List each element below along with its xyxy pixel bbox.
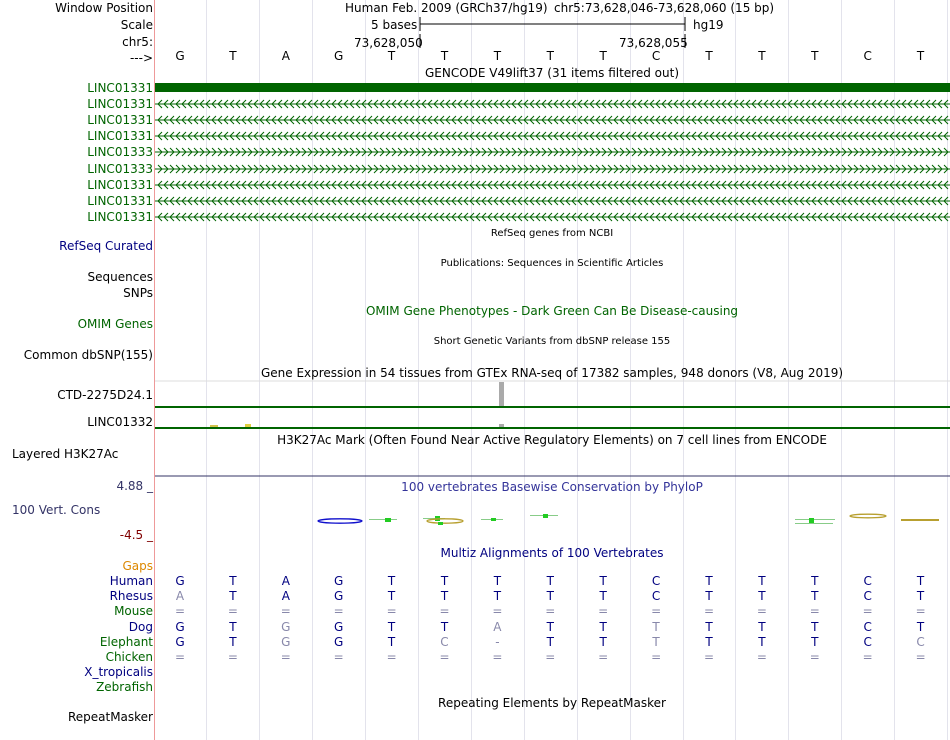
alignment-base: T [916, 574, 925, 588]
alignment-base: - [495, 634, 500, 649]
alignment-base: T [599, 589, 607, 604]
alignment-base: C [916, 634, 925, 649]
alignment-base: = [280, 650, 291, 664]
alignment-base: = [809, 650, 820, 664]
sequence-base: T [493, 49, 502, 63]
species-label[interactable]: Human [109, 574, 153, 588]
alignment-base: T [440, 589, 449, 604]
gencode-item-label[interactable]: LINC01333 [87, 161, 153, 176]
alignment-base: T [599, 634, 607, 649]
alignment-base: = [227, 604, 238, 619]
alignment-base: = [651, 604, 662, 619]
alignment-base: C [863, 574, 872, 588]
publications-track-label[interactable]: Sequences [87, 270, 153, 284]
gencode-item-label[interactable]: LINC01331 [87, 129, 153, 144]
snps-track-label[interactable]: SNPs [123, 286, 153, 300]
sequence-base: C [651, 49, 661, 63]
alignment-base: = [809, 604, 820, 619]
alignment-base: T [493, 589, 502, 604]
alignment-base: G [281, 619, 291, 634]
alignment-base: T [229, 589, 237, 604]
track-label-column [0, 0, 155, 740]
gencode-item-label[interactable]: LINC01331 [87, 81, 153, 95]
species-label[interactable]: X_tropicalis [84, 665, 153, 680]
species-label[interactable]: Dog [128, 619, 153, 634]
alignment-base: T [758, 589, 766, 604]
multiz-title: Multiz Alignments of 100 Vertebrates [440, 546, 664, 560]
alignment-base: T [546, 619, 554, 634]
cons-min-label: -4.5 _ [119, 528, 153, 542]
alignment-base: C [440, 634, 449, 649]
sequence-base: T [705, 49, 713, 63]
alignment-base: = [333, 650, 344, 664]
chrom-label: chr5: [122, 35, 153, 49]
alignment-base: = [174, 604, 186, 619]
species-label[interactable]: Rhesus [109, 589, 153, 604]
assembly-text: Human Feb. 2009 (GRCh37/hg19) [345, 1, 548, 15]
alignment-base: = [333, 604, 344, 619]
alignment-base: G [175, 574, 185, 588]
alignment-base: T [758, 619, 766, 634]
sequence-base: A [281, 49, 290, 63]
alignment-base: T [916, 619, 925, 634]
alignment-base: = [651, 650, 662, 664]
sequence-base: T [599, 49, 607, 63]
alignment-base: A [281, 589, 290, 604]
cons-track-label[interactable]: 100 Vert. Cons [12, 503, 101, 517]
sequence-base: T [811, 49, 819, 63]
alignment-base: T [811, 619, 819, 634]
alignment-base: T [599, 619, 607, 634]
alignment-base: G [175, 634, 185, 649]
alignment-base: = [386, 604, 397, 619]
alignment-base: G [334, 634, 344, 649]
gencode-item-label[interactable]: LINC01333 [87, 145, 153, 160]
alignment-base: = [703, 650, 715, 664]
alignment-base: T [387, 619, 396, 634]
scale-text: 5 bases [371, 18, 418, 32]
alignment-base: T [599, 574, 607, 588]
cons-max-label: 4.88 _ [116, 479, 153, 493]
repeatmasker-track-label[interactable]: RepeatMasker [67, 710, 153, 724]
alignment-base: A [493, 619, 502, 634]
alignment-base: = [492, 650, 503, 664]
alignment-base: T [811, 574, 819, 588]
sequence-base: T [387, 49, 396, 63]
alignment-base: = [915, 604, 926, 619]
alignment-base: C [863, 619, 872, 634]
db-text: hg19 [693, 18, 724, 32]
gencode-item-label[interactable]: LINC01331 [87, 209, 153, 224]
gtex-label-2[interactable]: LINC01332 [87, 415, 153, 429]
gencode-item-label[interactable]: LINC01331 [87, 177, 153, 192]
species-label[interactable]: Elephant [99, 634, 153, 649]
alignment-base: T [229, 574, 237, 588]
alignment-base: T [705, 589, 713, 604]
alignment-base: = [862, 650, 873, 664]
species-label[interactable]: Mouse [114, 604, 153, 619]
alignment-base: = [703, 604, 715, 619]
gtex-title: Gene Expression in 54 tissues from GTEx RNA-seq of 17382 samples, 948 donors (V8, Aug 2019) [260, 366, 844, 380]
track-area[interactable] [155, 0, 950, 740]
alignment-base: = [280, 604, 291, 619]
sequence-base: T [758, 49, 766, 63]
alignment-base: = [545, 604, 556, 619]
alignment-base: = [598, 604, 609, 619]
sequence-base: C [863, 49, 872, 63]
alignment-base: = [227, 650, 238, 664]
alignment-base: C [651, 589, 661, 604]
alignment-base: = [492, 604, 503, 619]
alignment-base: T [440, 574, 449, 588]
scale-label: Scale [120, 18, 153, 32]
alignment-base: G [175, 619, 185, 634]
gtex-label-1[interactable]: CTD-2275D24.1 [57, 388, 153, 402]
gencode-item-label[interactable]: LINC01331 [87, 97, 153, 112]
alignment-base: T [546, 634, 554, 649]
h3k27ac-title: H3K27Ac Mark (Often Found Near Active Regulatory Elements) on 7 cell lines from ENCODE [277, 433, 827, 447]
species-label[interactable]: Chicken [105, 650, 153, 664]
alignment-base: = [386, 650, 397, 664]
position-text: chr5:73,628,046-73,628,060 (15 bp) [554, 1, 775, 15]
alignment-base: = [598, 650, 609, 664]
sequence-base: T [229, 49, 237, 63]
alignment-base: T [229, 634, 237, 649]
sequence-base: T [916, 49, 925, 63]
gencode-item-label[interactable]: LINC01331 [87, 113, 153, 128]
alignment-base: T [705, 634, 713, 649]
alignment-base: G [281, 634, 291, 649]
alignment-base: A [175, 589, 185, 604]
cons-title: 100 vertebrates Basewise Conservation by PhyloP [401, 480, 703, 494]
omim-track-label[interactable]: OMIM Genes [77, 317, 153, 331]
h3k27ac-track-label[interactable]: Layered H3K27Ac [12, 447, 119, 461]
alignment-base: = [915, 650, 926, 664]
alignment-base: T [387, 589, 396, 604]
repeatmasker-title: Repeating Elements by RepeatMasker [438, 696, 666, 710]
alignment-base: T [387, 574, 396, 588]
dbsnp-track-label[interactable]: Common dbSNP(155) [23, 348, 153, 362]
dbsnp-title: Short Genetic Variants from dbSNP release 155 [433, 336, 671, 347]
alignment-base: T [652, 634, 660, 649]
alignment-base: = [756, 604, 767, 619]
alignment-base: G [334, 589, 344, 604]
alignment-base: T [705, 619, 713, 634]
sequence-base: G [175, 49, 185, 63]
alignment-base: T [758, 634, 766, 649]
alignment-base: T [229, 619, 237, 634]
alignment-base: = [174, 650, 186, 664]
alignment-base: T [493, 574, 502, 588]
alignment-base: = [756, 650, 767, 664]
coord-right: 73,628,055 [619, 36, 688, 50]
alignment-base: T [652, 619, 660, 634]
alignment-base: T [916, 589, 925, 604]
sequence-base: T [546, 49, 554, 63]
alignment-base: T [440, 619, 449, 634]
alignment-base: T [705, 574, 713, 588]
refseq-track-label[interactable]: RefSeq Curated [59, 239, 153, 253]
publications-title: Publications: Sequences in Scientific Articles [440, 258, 664, 269]
coord-left: 73,628,050 [354, 36, 423, 50]
sequence-base: G [334, 49, 344, 63]
alignment-base: = [439, 650, 450, 664]
gencode-item-label[interactable]: LINC01331 [87, 193, 153, 208]
strand-label: ---> [129, 51, 153, 65]
alignment-base: = [439, 604, 450, 619]
omim-title: OMIM Gene Phenotypes - Dark Green Can Be Disease-causing [365, 304, 739, 318]
species-label[interactable]: Zebrafish [96, 680, 153, 695]
alignment-base: = [545, 650, 556, 664]
gencode-title: GENCODE V49lift37 (31 items filtered out) [424, 66, 680, 80]
alignment-base: T [811, 589, 819, 604]
alignment-base: C [651, 574, 661, 588]
alignment-base: T [387, 634, 396, 649]
alignment-base: T [546, 574, 554, 588]
alignment-base: G [334, 619, 344, 634]
alignment-base: T [811, 634, 819, 649]
refseq-title: RefSeq genes from NCBI [490, 228, 614, 239]
gaps-label: Gaps [122, 559, 153, 573]
window-position-label: Window Position [55, 1, 153, 15]
alignment-base: G [334, 574, 344, 588]
alignment-base: A [281, 574, 290, 588]
alignment-base: C [863, 589, 872, 604]
alignment-base: C [863, 634, 872, 649]
alignment-base: T [758, 574, 766, 588]
alignment-base: = [862, 604, 873, 619]
alignment-base: T [546, 589, 554, 604]
sequence-base: T [440, 49, 449, 63]
